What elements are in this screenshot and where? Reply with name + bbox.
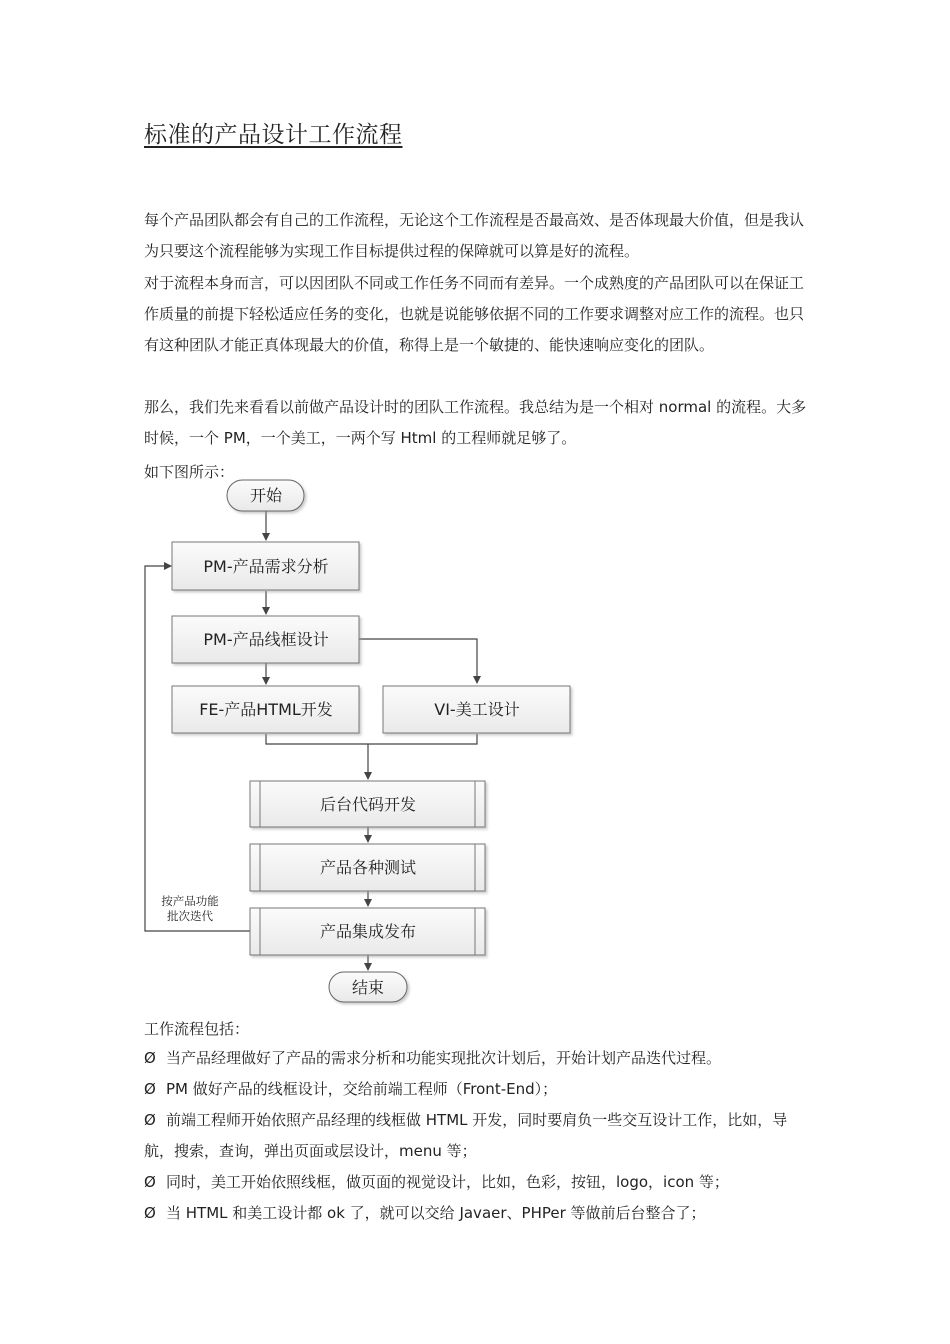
flow-step-release-label: 产品集成发布 <box>319 922 417 941</box>
intro-paragraph-1: 每个产品团队都会有自己的工作流程，无论这个工作流程是否最高效、是否体现最大价值，但是我认为只要这个流程能够为实现工作目标提供过程的保障就可以算是好的流程。 <box>144 211 805 260</box>
list-item-text: 同时，美工开始依照线框，做页面的视觉设计，比如，色彩，按钮，logo，icon 等； <box>166 1173 729 1191</box>
loop-note-line-1: 按产品功能 <box>161 894 219 908</box>
flow-step-visual-design-label: VI-美工设计 <box>434 700 520 719</box>
flow-step-release <box>250 908 485 955</box>
flow-step-wireframe <box>172 616 359 663</box>
flow-step-html-dev <box>172 686 359 733</box>
flow-step-backend-dev <box>250 781 485 827</box>
list-item-text: PM 做好产品的线框设计，交给前端工程师（Front-End）； <box>166 1080 558 1098</box>
flow-step-requirements <box>172 542 359 590</box>
list-item-text: 当 HTML 和美工设计都 ok 了，就可以交给 Javaer、PHPer 等做前后台整合了； <box>166 1204 706 1222</box>
bullet-icon: Ø <box>144 1049 156 1067</box>
list-item <box>144 1043 809 1074</box>
bullet-icon: Ø <box>144 1173 156 1191</box>
list-item <box>144 1167 809 1198</box>
workflow-diagram <box>140 474 580 1006</box>
flow-step-testing-label: 产品各种测试 <box>319 858 417 877</box>
flow-step-wireframe-label: PM-产品线框设计 <box>203 630 329 649</box>
flow-step-backend-dev-label: 后台代码开发 <box>319 795 417 814</box>
list-item-text: 当产品经理做好了产品的需求分析和功能实现批次计划后，开始计划产品迭代过程。 <box>166 1049 722 1067</box>
loop-note-line-2: 批次迭代 <box>167 909 213 923</box>
bullet-icon: Ø <box>144 1111 156 1129</box>
flow-end-node <box>329 972 407 1002</box>
flow-step-testing <box>250 844 485 891</box>
figure-caption: 如下图所示： <box>144 463 235 481</box>
flow-start-label: 开始 <box>249 486 283 505</box>
flow-step-visual-design <box>383 686 570 733</box>
list-item <box>144 1074 809 1105</box>
flow-end-label: 结束 <box>351 978 385 997</box>
page-title: 标准的产品设计工作流程 <box>144 122 403 148</box>
flow-start-node <box>227 480 304 511</box>
intro-paragraph-3: 那么，我们先来看看以前做产品设计时的团队工作流程。我总结为是一个相对 normal 的流程。大多时候，一个 PM，一个美工，一两个写 Html 的工程师就足够了。 <box>144 398 807 447</box>
flow-step-html-dev-label: FE-产品HTML开发 <box>199 700 333 719</box>
bullet-icon: Ø <box>144 1204 156 1222</box>
flow-loop-note <box>154 892 226 926</box>
process-list <box>144 1043 809 1229</box>
list-item <box>144 1198 809 1229</box>
flow-step-requirements-label: PM-产品需求分析 <box>203 557 329 576</box>
list-item-text: 前端工程师开始依照产品经理的线框做 HTML 开发，同时要肩负一些交互设计工作，比如，导航，搜索，查询，弹出页面或层设计，menu 等； <box>144 1111 788 1160</box>
list-item <box>144 1105 809 1167</box>
bullet-icon: Ø <box>144 1080 156 1098</box>
process-heading: 工作流程包括： <box>144 1020 250 1038</box>
intro-paragraph-2: 对于流程本身而言，可以因团队不同或工作任务不同而有差异。一个成熟度的产品团队可以在保证工作质量的前提下轻松适应任务的变化，也就是说能够依据不同的工作要求调整对应工作的流程。也只有这种团队才能正真体现最大的价值，称得上是一个敏捷的、能快速响应变化的团队。 <box>144 274 805 354</box>
